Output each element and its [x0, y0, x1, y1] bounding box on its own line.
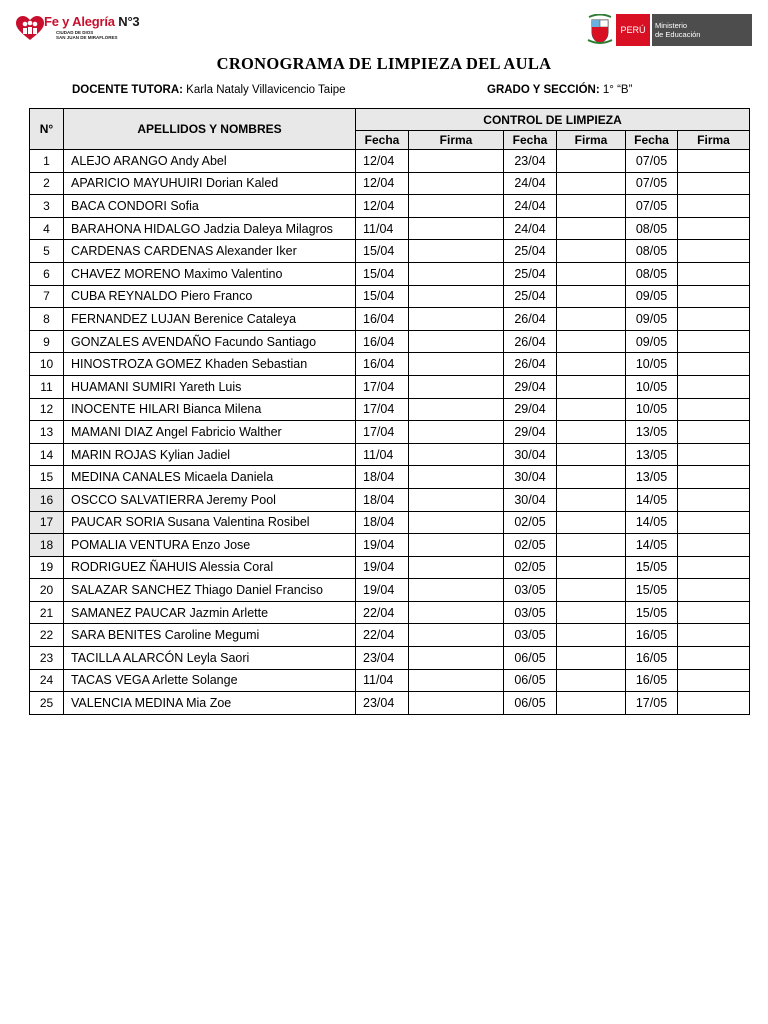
- firma-1-cell: [409, 150, 504, 173]
- firma-1-cell: [409, 195, 504, 218]
- table-body: [30, 150, 750, 715]
- student-name: FERNANDEZ LUJAN Berenice Cataleya: [64, 308, 356, 331]
- grade-value: 1° “B”: [602, 84, 633, 96]
- student-name: HUAMANI SUMIRI Yareth Luis: [64, 375, 356, 398]
- fecha-1-cell: 15/04: [356, 240, 409, 263]
- firma-3-cell: [678, 262, 750, 285]
- student-name: BACA CONDORI Sofia: [64, 195, 356, 218]
- teacher-value: Karla Nataly Villavicencio Taipe: [186, 84, 346, 96]
- fecha-2-cell: 02/05: [504, 556, 557, 579]
- school-brand-number: N°3: [118, 14, 140, 29]
- firma-3-cell: [678, 511, 750, 534]
- firma-2-cell: [557, 466, 626, 489]
- firma-1-cell: [409, 240, 504, 263]
- fecha-1-cell: 11/04: [356, 443, 409, 466]
- fecha-3-cell: 10/05: [626, 375, 678, 398]
- firma-2-cell: [557, 511, 626, 534]
- fecha-2-cell: 02/05: [504, 511, 557, 534]
- ministry-logo: [586, 14, 752, 46]
- row-number: 4: [30, 217, 64, 240]
- fecha-2-cell: 25/04: [504, 285, 557, 308]
- table-row: [30, 601, 750, 624]
- firma-3-cell: [678, 647, 750, 670]
- firma-2-cell: [557, 624, 626, 647]
- table-row: [30, 647, 750, 670]
- student-name: TACILLA ALARCÓN Leyla Saori: [64, 647, 356, 670]
- row-number: 16: [30, 488, 64, 511]
- row-number: 9: [30, 330, 64, 353]
- row-number: 25: [30, 692, 64, 715]
- firma-2-cell: [557, 375, 626, 398]
- fecha-3-cell: 17/05: [626, 692, 678, 715]
- firma-2-cell: [557, 669, 626, 692]
- firma-1-cell: [409, 466, 504, 489]
- cleaning-schedule-table: [29, 108, 750, 715]
- row-number: 21: [30, 601, 64, 624]
- fecha-1-cell: 17/04: [356, 398, 409, 421]
- fecha-1-cell: 19/04: [356, 534, 409, 557]
- firma-1-cell: [409, 353, 504, 376]
- firma-2-cell: [557, 488, 626, 511]
- firma-1-cell: [409, 330, 504, 353]
- student-name: BARAHONA HIDALGO Jadzia Daleya Milagros: [64, 217, 356, 240]
- table-row: [30, 579, 750, 602]
- row-number: 11: [30, 375, 64, 398]
- col-header-number: N°: [30, 109, 64, 150]
- fecha-1-cell: 18/04: [356, 466, 409, 489]
- firma-2-cell: [557, 534, 626, 557]
- table-row: [30, 488, 750, 511]
- fecha-2-cell: 30/04: [504, 443, 557, 466]
- table-row: [30, 172, 750, 195]
- firma-1-cell: [409, 398, 504, 421]
- firma-2-cell: [557, 262, 626, 285]
- col-header-control: CONTROL DE LIMPIEZA: [356, 109, 750, 131]
- firma-2-cell: [557, 150, 626, 173]
- table-row: [30, 150, 750, 173]
- row-number: 10: [30, 353, 64, 376]
- fecha-3-cell: 07/05: [626, 172, 678, 195]
- table-row: [30, 353, 750, 376]
- row-number: 19: [30, 556, 64, 579]
- fecha-3-cell: 09/05: [626, 308, 678, 331]
- fecha-1-cell: 23/04: [356, 647, 409, 670]
- row-number: 14: [30, 443, 64, 466]
- row-number: 7: [30, 285, 64, 308]
- firma-3-cell: [678, 150, 750, 173]
- firma-1-cell: [409, 421, 504, 444]
- student-name: INOCENTE HILARI Bianca Milena: [64, 398, 356, 421]
- row-number: 2: [30, 172, 64, 195]
- table-row: [30, 511, 750, 534]
- fecha-3-cell: 09/05: [626, 330, 678, 353]
- firma-3-cell: [678, 443, 750, 466]
- fecha-2-cell: 03/05: [504, 579, 557, 602]
- table-row: [30, 556, 750, 579]
- student-name: APARICIO MAYUHUIRI Dorian Kaled: [64, 172, 356, 195]
- firma-2-cell: [557, 647, 626, 670]
- student-name: CARDENAS CARDENAS Alexander Iker: [64, 240, 356, 263]
- student-name: GONZALES AVENDAÑO Facundo Santiago: [64, 330, 356, 353]
- row-number: 20: [30, 579, 64, 602]
- firma-2-cell: [557, 443, 626, 466]
- firma-3-cell: [678, 421, 750, 444]
- fecha-1-cell: 22/04: [356, 601, 409, 624]
- row-number: 8: [30, 308, 64, 331]
- ministry-label: [651, 14, 752, 46]
- fecha-1-cell: 15/04: [356, 285, 409, 308]
- fecha-3-cell: 16/05: [626, 669, 678, 692]
- fecha-3-cell: 10/05: [626, 398, 678, 421]
- firma-3-cell: [678, 285, 750, 308]
- fecha-2-cell: 24/04: [504, 172, 557, 195]
- student-name: TACAS VEGA Arlette Solange: [64, 669, 356, 692]
- table-row: [30, 217, 750, 240]
- col-header-firma-3: Firma: [678, 131, 750, 150]
- firma-1-cell: [409, 692, 504, 715]
- firma-1-cell: [409, 443, 504, 466]
- fecha-3-cell: 13/05: [626, 443, 678, 466]
- fecha-1-cell: 22/04: [356, 624, 409, 647]
- firma-3-cell: [678, 534, 750, 557]
- table-row: [30, 398, 750, 421]
- firma-2-cell: [557, 240, 626, 263]
- table-row: [30, 692, 750, 715]
- col-header-names: APELLIDOS Y NOMBRES: [64, 109, 356, 150]
- student-name: CHAVEZ MORENO Maximo Valentino: [64, 262, 356, 285]
- header-row-1: [30, 109, 750, 131]
- firma-2-cell: [557, 579, 626, 602]
- student-name: SALAZAR SANCHEZ Thiago Daniel Franciso: [64, 579, 356, 602]
- col-header-fecha-3: Fecha: [626, 131, 678, 150]
- table-row: [30, 308, 750, 331]
- col-header-fecha-1: Fecha: [356, 131, 409, 150]
- fecha-1-cell: 19/04: [356, 579, 409, 602]
- table-row: [30, 285, 750, 308]
- row-number: 5: [30, 240, 64, 263]
- firma-2-cell: [557, 308, 626, 331]
- fecha-2-cell: 03/05: [504, 601, 557, 624]
- student-name: MAMANI DIAZ Angel Fabricio Walther: [64, 421, 356, 444]
- fecha-1-cell: 12/04: [356, 195, 409, 218]
- table-row: [30, 421, 750, 444]
- peru-coat-of-arms-icon: [586, 14, 614, 46]
- firma-3-cell: [678, 624, 750, 647]
- fecha-2-cell: 29/04: [504, 398, 557, 421]
- firma-2-cell: [557, 421, 626, 444]
- page-title: CRONOGRAMA DE LIMPIEZA DEL AULA: [216, 54, 552, 73]
- student-name: ALEJO ARANGO Andy Abel: [64, 150, 356, 173]
- firma-1-cell: [409, 579, 504, 602]
- fecha-1-cell: 18/04: [356, 488, 409, 511]
- fecha-3-cell: 13/05: [626, 466, 678, 489]
- row-number: 22: [30, 624, 64, 647]
- firma-1-cell: [409, 669, 504, 692]
- fecha-1-cell: 15/04: [356, 262, 409, 285]
- fecha-2-cell: 26/04: [504, 353, 557, 376]
- fecha-1-cell: 16/04: [356, 353, 409, 376]
- row-number: 18: [30, 534, 64, 557]
- firma-3-cell: [678, 692, 750, 715]
- fecha-1-cell: 11/04: [356, 669, 409, 692]
- firma-2-cell: [557, 556, 626, 579]
- student-name: VALENCIA MEDINA Mia Zoe: [64, 692, 356, 715]
- firma-3-cell: [678, 398, 750, 421]
- firma-1-cell: [409, 647, 504, 670]
- fecha-2-cell: 06/05: [504, 669, 557, 692]
- fecha-3-cell: 08/05: [626, 262, 678, 285]
- table-row: [30, 330, 750, 353]
- fecha-2-cell: 06/05: [504, 692, 557, 715]
- school-subtitle-1: CIUDAD DE DIOS: [56, 30, 94, 35]
- student-name: POMALIA VENTURA Enzo Jose: [64, 534, 356, 557]
- school-logo: [16, 14, 140, 44]
- peru-label: PERÚ: [616, 14, 650, 46]
- fecha-3-cell: 14/05: [626, 511, 678, 534]
- fecha-2-cell: 26/04: [504, 330, 557, 353]
- fecha-3-cell: 09/05: [626, 285, 678, 308]
- fecha-3-cell: 15/05: [626, 579, 678, 602]
- firma-1-cell: [409, 217, 504, 240]
- fecha-3-cell: 13/05: [626, 421, 678, 444]
- table-row: [30, 466, 750, 489]
- firma-3-cell: [678, 330, 750, 353]
- firma-3-cell: [678, 579, 750, 602]
- row-number: 17: [30, 511, 64, 534]
- school-brand: [44, 14, 139, 29]
- fecha-3-cell: 07/05: [626, 195, 678, 218]
- firma-3-cell: [678, 240, 750, 263]
- firma-1-cell: [409, 511, 504, 534]
- row-number: 1: [30, 150, 64, 173]
- hearts-logo-icon: [16, 16, 44, 42]
- table-row: [30, 240, 750, 263]
- row-number: 15: [30, 466, 64, 489]
- firma-1-cell: [409, 308, 504, 331]
- fecha-2-cell: 25/04: [504, 262, 557, 285]
- fecha-3-cell: 07/05: [626, 150, 678, 173]
- grade-info: [487, 84, 632, 96]
- fecha-3-cell: 08/05: [626, 217, 678, 240]
- fecha-2-cell: 03/05: [504, 624, 557, 647]
- firma-1-cell: [409, 285, 504, 308]
- firma-3-cell: [678, 308, 750, 331]
- row-number: 6: [30, 262, 64, 285]
- col-header-fecha-2: Fecha: [504, 131, 557, 150]
- firma-2-cell: [557, 353, 626, 376]
- fecha-2-cell: 29/04: [504, 421, 557, 444]
- firma-3-cell: [678, 353, 750, 376]
- firma-1-cell: [409, 556, 504, 579]
- firma-1-cell: [409, 534, 504, 557]
- row-number: 24: [30, 669, 64, 692]
- fecha-1-cell: 12/04: [356, 150, 409, 173]
- table-row: [30, 624, 750, 647]
- fecha-3-cell: 10/05: [626, 353, 678, 376]
- fecha-3-cell: 14/05: [626, 534, 678, 557]
- fecha-2-cell: 02/05: [504, 534, 557, 557]
- firma-3-cell: [678, 601, 750, 624]
- fecha-2-cell: 29/04: [504, 375, 557, 398]
- firma-1-cell: [409, 488, 504, 511]
- grade-label: GRADO Y SECCIÓN:: [487, 84, 600, 96]
- school-subtitle-2: SAN JUAN DE MIRAFLORES: [56, 35, 118, 40]
- firma-2-cell: [557, 285, 626, 308]
- firma-1-cell: [409, 262, 504, 285]
- ministry-line-2: de Educación: [655, 30, 701, 39]
- teacher-label: DOCENTE TUTORA:: [72, 84, 183, 96]
- firma-3-cell: [678, 556, 750, 579]
- firma-3-cell: [678, 195, 750, 218]
- col-header-firma-2: Firma: [557, 131, 626, 150]
- firma-3-cell: [678, 669, 750, 692]
- firma-2-cell: [557, 217, 626, 240]
- student-name: OSCCO SALVATIERRA Jeremy Pool: [64, 488, 356, 511]
- fecha-3-cell: 15/05: [626, 601, 678, 624]
- row-number: 3: [30, 195, 64, 218]
- firma-2-cell: [557, 195, 626, 218]
- fecha-1-cell: 16/04: [356, 330, 409, 353]
- firma-2-cell: [557, 172, 626, 195]
- fecha-1-cell: 16/04: [356, 308, 409, 331]
- firma-1-cell: [409, 375, 504, 398]
- fecha-1-cell: 17/04: [356, 375, 409, 398]
- firma-2-cell: [557, 692, 626, 715]
- fecha-3-cell: 16/05: [626, 647, 678, 670]
- ministry-separator: [651, 14, 652, 46]
- firma-2-cell: [557, 601, 626, 624]
- student-name: SARA BENITES Caroline Megumi: [64, 624, 356, 647]
- firma-3-cell: [678, 375, 750, 398]
- table-row: [30, 669, 750, 692]
- fecha-2-cell: 24/04: [504, 217, 557, 240]
- fecha-1-cell: 11/04: [356, 217, 409, 240]
- fecha-1-cell: 17/04: [356, 421, 409, 444]
- fecha-1-cell: 23/04: [356, 692, 409, 715]
- firma-3-cell: [678, 466, 750, 489]
- fecha-2-cell: 26/04: [504, 308, 557, 331]
- col-header-firma-1: Firma: [409, 131, 504, 150]
- ministry-line-1: Ministerio: [655, 21, 688, 30]
- fecha-3-cell: 16/05: [626, 624, 678, 647]
- table-row: [30, 534, 750, 557]
- table-row: [30, 262, 750, 285]
- table-row: [30, 375, 750, 398]
- firma-1-cell: [409, 601, 504, 624]
- fecha-2-cell: 30/04: [504, 466, 557, 489]
- fecha-3-cell: 15/05: [626, 556, 678, 579]
- firma-1-cell: [409, 624, 504, 647]
- fecha-1-cell: 18/04: [356, 511, 409, 534]
- student-name: RODRIGUEZ ÑAHUIS Alessia Coral: [64, 556, 356, 579]
- row-number: 12: [30, 398, 64, 421]
- row-number: 13: [30, 421, 64, 444]
- table-row: [30, 443, 750, 466]
- student-name: HINOSTROZA GOMEZ Khaden Sebastian: [64, 353, 356, 376]
- fecha-2-cell: 25/04: [504, 240, 557, 263]
- student-name: PAUCAR SORIA Susana Valentina Rosibel: [64, 511, 356, 534]
- table-row: [30, 195, 750, 218]
- row-number: 23: [30, 647, 64, 670]
- student-name: SAMANEZ PAUCAR Jazmin Arlette: [64, 601, 356, 624]
- fecha-3-cell: 08/05: [626, 240, 678, 263]
- firma-1-cell: [409, 172, 504, 195]
- fecha-2-cell: 06/05: [504, 647, 557, 670]
- fecha-3-cell: 14/05: [626, 488, 678, 511]
- firma-2-cell: [557, 330, 626, 353]
- fecha-1-cell: 19/04: [356, 556, 409, 579]
- firma-3-cell: [678, 217, 750, 240]
- student-name: MARIN ROJAS Kylian Jadiel: [64, 443, 356, 466]
- fecha-2-cell: 24/04: [504, 195, 557, 218]
- firma-3-cell: [678, 172, 750, 195]
- school-brand-name: Fe y Alegría: [44, 14, 115, 29]
- fecha-2-cell: 23/04: [504, 150, 557, 173]
- fecha-1-cell: 12/04: [356, 172, 409, 195]
- teacher-info: [72, 84, 346, 96]
- firma-3-cell: [678, 488, 750, 511]
- firma-2-cell: [557, 398, 626, 421]
- student-name: CUBA REYNALDO Piero Franco: [64, 285, 356, 308]
- student-name: MEDINA CANALES Micaela Daniela: [64, 466, 356, 489]
- fecha-2-cell: 30/04: [504, 488, 557, 511]
